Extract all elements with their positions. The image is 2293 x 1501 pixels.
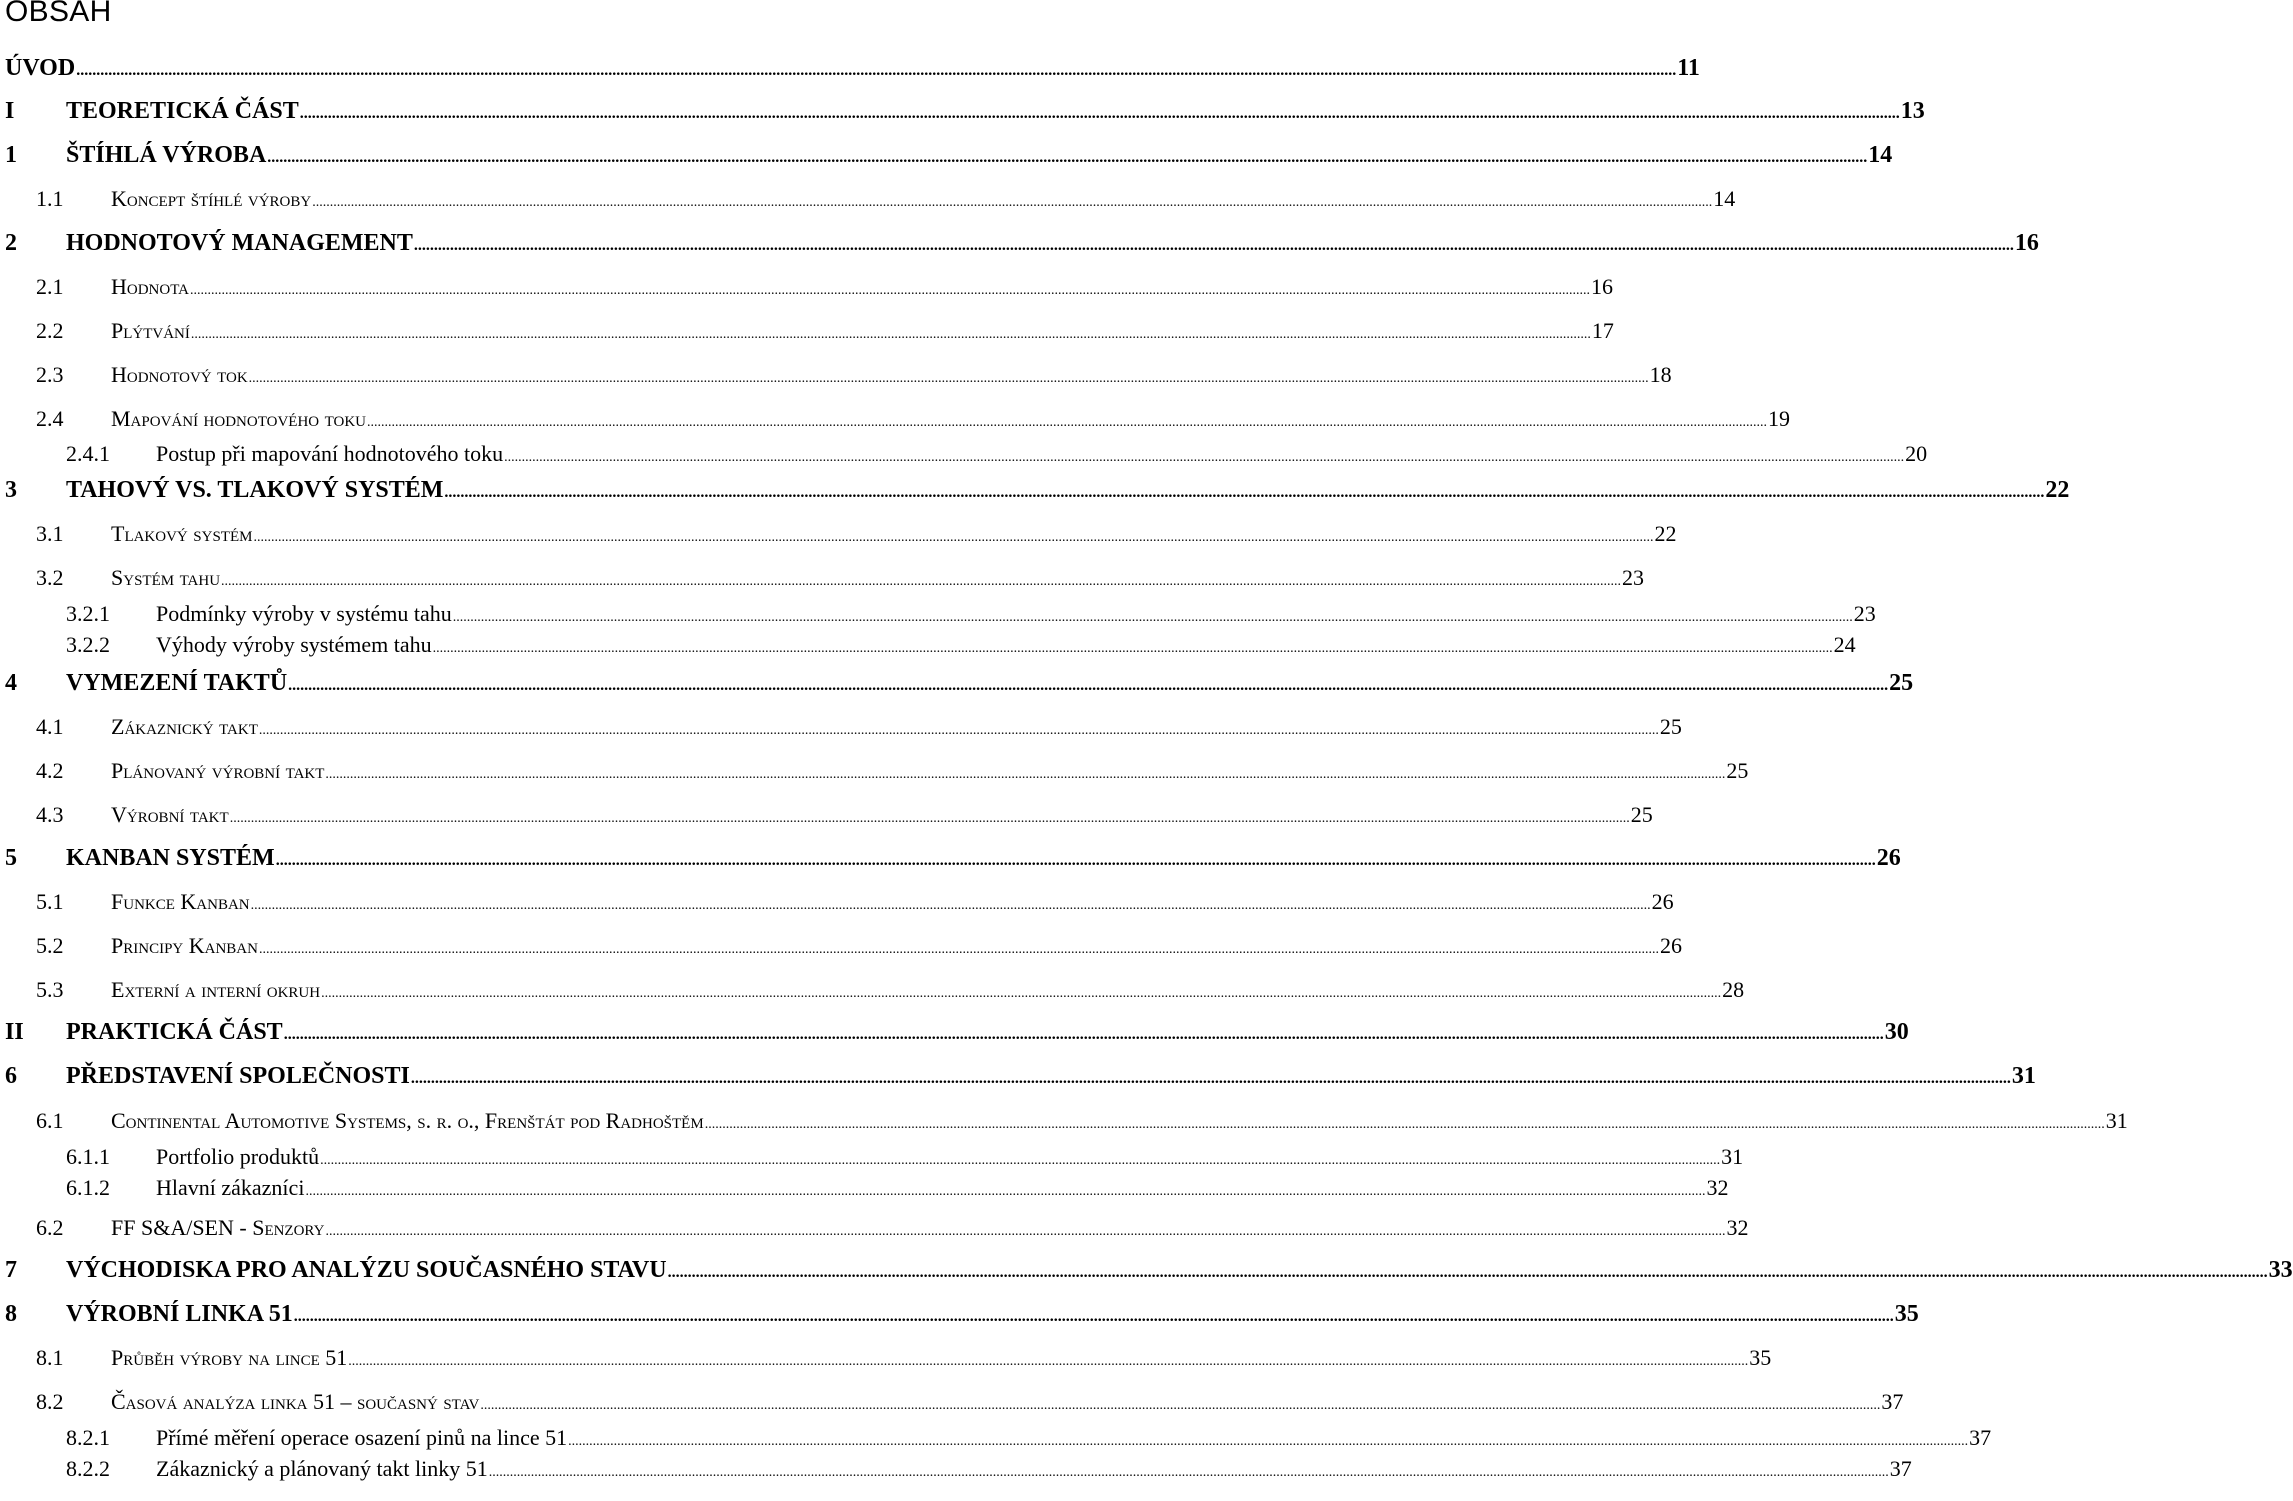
toc-entry-number: 6.1.1: [66, 1144, 110, 1169]
toc-entry-title: Continental Automotive Systems, s. r. o., Frenštát pod Radhoštěm: [111, 1108, 704, 1133]
toc-leader-dots: ................................................................................................................................................................................................................................................................................................................................................................................................................: [248, 371, 1649, 386]
toc-entry-number: 8.2: [36, 1389, 64, 1414]
toc-entry-page: 23: [1853, 601, 1876, 626]
toc-entry-page: 25: [1630, 802, 1653, 827]
toc-entry-number: 2.4: [36, 406, 64, 431]
toc-entry[interactable]: [0, 1213, 1749, 1243]
toc-entry[interactable]: [0, 140, 1893, 170]
toc-leader-dots: ................................................................................................................................................................................................................................................................................................................................................................................................................: [283, 1026, 1884, 1043]
toc-leader-dots: ................................................................................................................................................................................................................................................................................................................................................................................................................: [305, 1184, 1706, 1199]
toc-leader-dots: ................................................................................................................................................................................................................................................................................................................................................................................................................: [452, 610, 1853, 625]
toc-entry[interactable]: [0, 228, 2039, 258]
toc-entry-number: 5.2: [36, 933, 64, 958]
toc-entry-title: HODNOTOVÝ MANAGEMENT: [66, 230, 413, 256]
toc-entry-page: 31: [2105, 1108, 2128, 1133]
toc-leader-dots: ................................................................................................................................................................................................................................................................................................................................................................................................................: [76, 62, 1677, 79]
toc-entry[interactable]: [0, 712, 1682, 742]
toc-entry-page: 31: [1721, 1144, 1744, 1169]
toc-entry-page: 26: [1651, 889, 1674, 914]
toc-entry-page: 26: [1876, 845, 1901, 871]
toc-entry-title: VÝROBNÍ LINKA 51: [66, 1301, 293, 1327]
toc-entry-number: 4: [5, 670, 17, 696]
toc-entry-number: 5.3: [36, 977, 64, 1002]
toc-entry[interactable]: [0, 887, 1674, 917]
toc-entry[interactable]: [0, 1299, 1919, 1329]
toc-entry-title: Časová analýza linka 51 – současný stav: [111, 1389, 480, 1414]
toc-entry-title: Mapování hodnotového toku: [111, 406, 366, 431]
toc-entry-page: 13: [1900, 98, 1925, 124]
toc-leader-dots: ................................................................................................................................................................................................................................................................................................................................................................................................................: [444, 484, 2045, 501]
toc-entry-number: 6.2: [36, 1215, 64, 1240]
toc-entry-page: 17: [1591, 318, 1614, 343]
toc-leader-dots: ................................................................................................................................................................................................................................................................................................................................................................................................................: [299, 105, 1900, 122]
toc-entry-title: Hodnotový tok: [111, 362, 248, 387]
toc-entry-title: Podmínky výroby v systému tahu: [156, 601, 452, 626]
toc-leader-dots: ................................................................................................................................................................................................................................................................................................................................................................................................................: [190, 327, 1591, 342]
toc-entry[interactable]: [0, 316, 1614, 346]
toc-entry[interactable]: [0, 184, 1736, 214]
toc-entry-number: 4.2: [36, 758, 64, 783]
toc-entry-title: KANBAN SYSTÉM: [66, 845, 275, 871]
toc-entry[interactable]: [0, 272, 1614, 302]
toc-entry-number: 1: [5, 142, 17, 168]
toc-entry-page: 14: [1713, 186, 1736, 211]
toc-entry-page: 35: [1749, 1345, 1772, 1370]
toc-entry-title: Zákaznický a plánovaný takt linky 51: [156, 1456, 488, 1481]
toc-entry-number: 5.1: [36, 889, 64, 914]
toc-entry-page: 35: [1894, 1301, 1919, 1327]
toc-entry-number: 4.3: [36, 802, 64, 827]
toc-entry-number: 8: [5, 1301, 17, 1327]
toc-entry-title: Tlakový systém: [111, 521, 253, 546]
toc-entry-title: VYMEZENÍ TAKTŮ: [66, 670, 288, 696]
toc-leader-dots: ................................................................................................................................................................................................................................................................................................................................................................................................................: [325, 767, 1726, 782]
toc-leader-dots: ................................................................................................................................................................................................................................................................................................................................................................................................................: [293, 1308, 1894, 1325]
toc-entry-page: 25: [1889, 670, 1914, 696]
toc-entry-title: Přímé měření operace osazení pinů na lince 51: [156, 1425, 568, 1450]
toc-leader-dots: ................................................................................................................................................................................................................................................................................................................................................................................................................: [704, 1117, 2105, 1132]
toc-leader-dots: ................................................................................................................................................................................................................................................................................................................................................................................................................: [190, 283, 1591, 298]
toc-leader-dots: ................................................................................................................................................................................................................................................................................................................................................................................................................: [288, 677, 1889, 694]
toc-leader-dots: ................................................................................................................................................................................................................................................................................................................................................................................................................: [413, 237, 2014, 254]
toc-entry-page: 37: [1889, 1456, 1912, 1481]
toc-leader-dots: ................................................................................................................................................................................................................................................................................................................................................................................................................: [258, 942, 1659, 957]
toc-entry-page: 32: [1706, 1175, 1729, 1200]
toc-entry-number: 2.4.1: [66, 441, 110, 466]
toc-leader-dots: ................................................................................................................................................................................................................................................................................................................................................................................................................: [320, 1153, 1721, 1168]
toc-entry-number: 3.1: [36, 521, 64, 546]
toc-entry-page: 22: [2045, 477, 2070, 503]
toc-leader-dots: ................................................................................................................................................................................................................................................................................................................................................................................................................: [253, 530, 1654, 545]
toc-entry-number: 3.2.1: [66, 601, 110, 626]
toc-leader-dots: ................................................................................................................................................................................................................................................................................................................................................................................................................: [221, 574, 1622, 589]
toc-entry-title: Hodnota: [111, 274, 190, 299]
toc-entry-number: 4.1: [36, 714, 64, 739]
toc-entry-title: Externí a interní okruh: [111, 977, 321, 1002]
toc-entry-number: 3.2.2: [66, 632, 110, 657]
toc-entry-number: 6.1: [36, 1108, 64, 1133]
toc-entry[interactable]: [0, 1061, 2036, 1091]
toc-entry-page: 31: [2011, 1063, 2036, 1089]
toc-entry[interactable]: [0, 800, 1653, 830]
toc-entry-page: 18: [1649, 362, 1672, 387]
toc-entry[interactable]: [0, 96, 1925, 126]
toc-leader-dots: ................................................................................................................................................................................................................................................................................................................................................................................................................: [312, 195, 1713, 210]
toc-entry-page: 23: [1622, 565, 1645, 590]
toc-leader-dots: ................................................................................................................................................................................................................................................................................................................................................................................................................: [267, 149, 1868, 166]
toc-leader-dots: ................................................................................................................................................................................................................................................................................................................................................................................................................: [367, 415, 1767, 430]
toc-entry-title: Plýtvání: [111, 318, 190, 343]
toc-entry-page: 30: [1884, 1019, 1909, 1045]
toc-entry[interactable]: [0, 1142, 1744, 1172]
toc-leader-dots: ................................................................................................................................................................................................................................................................................................................................................................................................................: [325, 1224, 1726, 1239]
toc-leader-dots: ................................................................................................................................................................................................................................................................................................................................................................................................................: [488, 1465, 1889, 1480]
toc-entry[interactable]: [0, 1343, 1772, 1373]
toc-entry[interactable]: [0, 404, 1790, 434]
toc-entry[interactable]: [0, 1106, 2128, 1136]
toc-entry-number: 3.2: [36, 565, 64, 590]
toc-entry-title: Hlavní zákazníci: [156, 1175, 305, 1200]
toc-entry-number: 1.1: [36, 186, 64, 211]
toc-entry-title: Výhody výroby systémem tahu: [156, 632, 432, 657]
toc-entry-number: 2: [5, 230, 17, 256]
toc-entry[interactable]: [0, 563, 1645, 593]
toc-entry-number: 8.1: [36, 1345, 64, 1370]
toc-entry-title: VÝCHODISKA PRO ANALÝZU SOUČASNÉHO STAVU: [66, 1257, 667, 1283]
toc-entry-title: FF S&A/SEN - Senzory: [111, 1215, 325, 1240]
toc-leader-dots: ................................................................................................................................................................................................................................................................................................................................................................................................................: [568, 1434, 1969, 1449]
toc-entry[interactable]: [0, 360, 1672, 390]
toc-leader-dots: ................................................................................................................................................................................................................................................................................................................................................................................................................: [275, 852, 1876, 869]
toc-entry-page: 11: [1677, 55, 1700, 81]
toc-entry-title: Průběh výroby na lince 51: [111, 1345, 348, 1370]
toc-entry-title: Portfolio produktů: [156, 1144, 320, 1169]
toc-entry[interactable]: [0, 1387, 1904, 1417]
toc-entry[interactable]: [0, 1255, 2293, 1285]
toc-leader-dots: ................................................................................................................................................................................................................................................................................................................................................................................................................: [250, 898, 1651, 913]
toc-entry-title: Principy Kanban: [111, 933, 258, 958]
toc-entry-title: TEORETICKÁ ČÁST: [66, 98, 299, 124]
toc-entry-page: 37: [1881, 1389, 1904, 1414]
toc-entry-number: 2.2: [36, 318, 64, 343]
toc-entry[interactable]: [0, 53, 1700, 83]
toc-entry-title: Výrobní takt: [111, 802, 229, 827]
toc-entry[interactable]: [0, 1423, 1992, 1453]
toc-leader-dots: ................................................................................................................................................................................................................................................................................................................................................................................................................: [321, 986, 1722, 1001]
toc-entry-page: 24: [1833, 632, 1856, 657]
toc-entry-title: Plánovaný výrobní takt: [111, 758, 325, 783]
toc-entry[interactable]: [0, 931, 1682, 961]
toc-entry-page: 32: [1726, 1215, 1749, 1240]
toc-entry-title: Systém tahu: [111, 565, 221, 590]
toc-leader-dots: ................................................................................................................................................................................................................................................................................................................................................................................................................: [480, 1398, 1881, 1413]
toc-entry-page: 19: [1768, 406, 1790, 431]
toc-entry-title: TAHOVÝ VS. TLAKOVÝ SYSTÉM: [66, 477, 444, 503]
toc-entry[interactable]: [0, 519, 1677, 549]
toc-leader-dots: ................................................................................................................................................................................................................................................................................................................................................................................................................: [504, 450, 1905, 465]
toc-entry-page: 33: [2268, 1257, 2293, 1283]
toc-entry-number: 2.1: [36, 274, 64, 299]
toc-entry[interactable]: [0, 599, 1876, 629]
toc-entry-title: Koncept štíhlé výroby: [111, 186, 312, 211]
toc-entry[interactable]: [0, 975, 1745, 1005]
toc-entry-number: I: [5, 98, 15, 124]
toc-heading: OBSAH: [5, 0, 112, 28]
toc-leader-dots: ................................................................................................................................................................................................................................................................................................................................................................................................................: [229, 811, 1630, 826]
toc-leader-dots: ................................................................................................................................................................................................................................................................................................................................................................................................................: [258, 723, 1659, 738]
toc-entry[interactable]: [0, 630, 1856, 660]
toc-entry-title: PŘEDSTAVENÍ SPOLEČNOSTI: [66, 1063, 410, 1089]
toc-leader-dots: ................................................................................................................................................................................................................................................................................................................................................................................................................: [667, 1264, 2268, 1281]
toc-entry-page: 25: [1659, 714, 1682, 739]
toc-entry[interactable]: [0, 1454, 1912, 1484]
toc-leader-dots: ................................................................................................................................................................................................................................................................................................................................................................................................................: [410, 1070, 2011, 1087]
toc-entry-title: Postup při mapování hodnotového toku: [156, 441, 504, 466]
toc-entry[interactable]: [0, 475, 2070, 505]
toc-entry-number: 3: [5, 477, 17, 503]
toc-entry-page: 16: [2014, 230, 2039, 256]
toc-entry-number: II: [5, 1019, 24, 1045]
toc-entry-title: Zákaznický takt: [111, 714, 258, 739]
toc-entry-number: 8.2.2: [66, 1456, 110, 1481]
toc-entry[interactable]: [0, 756, 1749, 786]
toc-entry-page: 25: [1726, 758, 1749, 783]
toc-entry-number: 5: [5, 845, 17, 871]
toc-entry[interactable]: [0, 843, 1901, 873]
toc-entry-title: PRAKTICKÁ ČÁST: [66, 1019, 283, 1045]
toc-entry-number: 6.1.2: [66, 1175, 110, 1200]
toc-entry-page: 28: [1722, 977, 1745, 1002]
toc-entry-page: 16: [1591, 274, 1614, 299]
toc-entry[interactable]: [0, 1173, 1729, 1203]
toc-entry-number: 6: [5, 1063, 17, 1089]
toc-entry-number: 2.3: [36, 362, 64, 387]
toc-entry-page: 22: [1654, 521, 1677, 546]
toc-leader-dots: ................................................................................................................................................................................................................................................................................................................................................................................................................: [348, 1354, 1749, 1369]
toc-entry-page: 37: [1969, 1425, 1992, 1450]
toc-entry-number: 7: [5, 1257, 17, 1283]
toc-leader-dots: ................................................................................................................................................................................................................................................................................................................................................................................................................: [432, 641, 1833, 656]
toc-entry[interactable]: [0, 439, 1928, 469]
toc-entry-title: ÚVOD: [5, 55, 76, 81]
toc-entry-title: Funkce Kanban: [111, 889, 250, 914]
toc-entry-page: 26: [1659, 933, 1682, 958]
toc-entry-number: 8.2.1: [66, 1425, 110, 1450]
toc-entry[interactable]: [0, 668, 1914, 698]
toc-entry[interactable]: [0, 1017, 1909, 1047]
toc-entry-title: ŠTÍHLÁ VÝROBA: [66, 142, 267, 168]
toc-entry-page: 14: [1868, 142, 1893, 168]
toc-entry-page: 20: [1905, 441, 1928, 466]
